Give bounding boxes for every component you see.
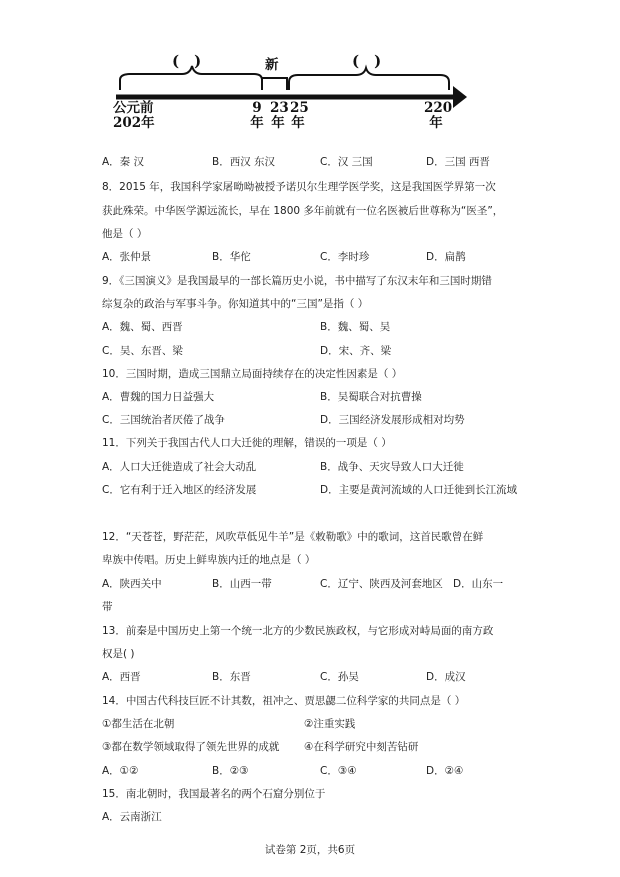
bracket-middle [262, 78, 287, 90]
q12-option-c[interactable]: C．辽宁、陕西及河套地区 [320, 578, 443, 590]
page-footer: 试卷第 2页，共6页 [264, 844, 356, 856]
q9-stem-line: 9．《三国演义》是我国最早的一部长篇历史小说，书中描写了东汉末年和三国时期错 [102, 275, 492, 287]
q11-option-c[interactable]: C．它有利于迁入地区的经济发展 [102, 484, 257, 496]
tick-label-bottom: 年 [250, 115, 264, 131]
q12-option-b[interactable]: B．山西一带 [212, 578, 272, 590]
q12-stem-line: 12．“天苍苍，野茫茫，风吹草低见牛羊”是《敕勒歌》中的歌词，这首民歌曾在鲜 [102, 531, 484, 543]
q7-option-a[interactable]: A．秦 汉 [102, 156, 145, 168]
q8-option-a[interactable]: A．张仲景 [102, 251, 152, 263]
q11-option-d[interactable]: D．主要是黄河流域的人口迁徙到长江流域 [320, 484, 518, 496]
q8-stem-line: 获此殊荣。中华医学源远流长，早在 1800 多年前就有一位名医被后世尊称为“医圣”， [102, 205, 504, 217]
q8-stem-line: 他是（ ） [102, 228, 148, 240]
q14-option-b[interactable]: B．②③ [212, 765, 249, 777]
q12-option-d-continued: 带 [102, 601, 113, 613]
q10-option-d[interactable]: D．三国经济发展形成相对均势 [320, 414, 465, 426]
q8-option-b[interactable]: B．华佗 [212, 251, 251, 263]
q15-option-a[interactable]: A．云南浙江 [102, 811, 162, 823]
q11-stem-line: 11．下列关于我国古代人口大迁徙的理解，错误的一项是（ ） [102, 437, 392, 449]
q10-option-c[interactable]: C．三国统治者厌倦了战争 [102, 414, 225, 426]
q15-stem-line: 15．南北朝时，我国最著名的两个石窟分别位于 [102, 788, 326, 800]
q9-stem-line: 综复杂的政治与军事斗争。你知道其中的“三国”是指（ ） [102, 298, 369, 310]
tick-label-23 [270, 100, 289, 131]
q11-option-b[interactable]: B．战争、天灾导致人口大迁徙 [320, 461, 464, 473]
bracket-middle-label: 新 [265, 57, 279, 73]
q14-option-d[interactable]: D．②④ [426, 765, 464, 777]
tick-label-top: 23 [270, 100, 289, 116]
q7-option-d[interactable]: D．三国 西晋 [426, 156, 490, 168]
q9-option-d[interactable]: D．宋、齐、梁 [320, 345, 392, 357]
q12-option-a[interactable]: A．陕西关中 [102, 578, 162, 590]
q14-option-c[interactable]: C．③④ [320, 765, 357, 777]
tick-label-25 [290, 100, 309, 131]
tick-label-202bc [113, 101, 155, 131]
tick-label-bottom: 年 [271, 115, 285, 131]
q13-option-a[interactable]: A．西晋 [102, 671, 141, 683]
bracket-left-label: ( ) [172, 52, 202, 70]
tick-label-220 [424, 100, 453, 131]
q14-option-a[interactable]: A．①② [102, 765, 139, 777]
bracket-right-label: ( ) [352, 52, 382, 70]
tick-label-top: 公元前 [113, 100, 154, 116]
q13-stem-line: 13．前秦是中国历史上第一个统一北方的少数民族政权，与它形成对峙局面的南方政 [102, 625, 494, 637]
tick-label-bottom: 年 [291, 115, 305, 131]
tick-label-top: 25 [290, 100, 309, 116]
q13-option-c[interactable]: C．孙吴 [320, 671, 359, 683]
timeline-arrow [453, 86, 467, 108]
q10-stem-line: 10．三国时期，造成三国鼎立局面持续存在的决定性因素是（ ） [102, 368, 403, 380]
tick-label-top: 9 [252, 100, 262, 116]
q14-statement-2: ②注重实践 [304, 718, 356, 730]
q8-option-d[interactable]: D．扁鹊 [426, 251, 466, 263]
bracket-right [289, 68, 449, 90]
q10-option-b[interactable]: B．吴蜀联合对抗曹操 [320, 391, 422, 403]
q7-option-b[interactable]: B．西汉 东汉 [212, 156, 276, 168]
q14-stem-line: 14．中国古代科技巨匠不计其数，祖冲之、贾思勰二位科学家的共同点是（ ） [102, 695, 466, 707]
q8-stem-line: 8．2015 年，我国科学家屠呦呦被授予诺贝尔生理学医学奖，这是我国医学界第一次 [102, 181, 496, 193]
timeline-figure [0, 0, 620, 140]
q9-option-c[interactable]: C．吴、东晋、梁 [102, 345, 183, 357]
q10-option-a[interactable]: A．曹魏的国力日益强大 [102, 391, 215, 403]
q9-option-b[interactable]: B．魏、蜀、吴 [320, 321, 391, 333]
q7-option-c[interactable]: C．汉 三国 [320, 156, 373, 168]
q12-option-d[interactable]: D．山东一 [453, 578, 504, 590]
q14-statement-3: ③都在数学领域取得了领先世界的成就 [102, 741, 280, 753]
q13-option-b[interactable]: B．东晋 [212, 671, 251, 683]
tick-label-bottom: 202年 [113, 115, 155, 131]
q13-option-d[interactable]: D．成汉 [426, 671, 466, 683]
q9-option-a[interactable]: A．魏、蜀、西晋 [102, 321, 183, 333]
tick-label-top: 220 [424, 100, 453, 116]
q14-statement-4: ④在科学研究中刻苦钻研 [304, 741, 419, 753]
tick-label-bottom: 年 [429, 115, 443, 131]
q14-statement-1: ①都生活在北朝 [102, 718, 175, 730]
q11-option-a[interactable]: A．人口大迁徙造成了社会大动乱 [102, 461, 257, 473]
q13-stem-line: 权是( ) [102, 648, 135, 660]
q8-option-c[interactable]: C．李时珍 [320, 251, 370, 263]
tick-label-9 [250, 101, 264, 131]
q12-stem-line: 卑族中传唱。历史上鲜卑族内迁的地点是（ ） [102, 554, 316, 566]
